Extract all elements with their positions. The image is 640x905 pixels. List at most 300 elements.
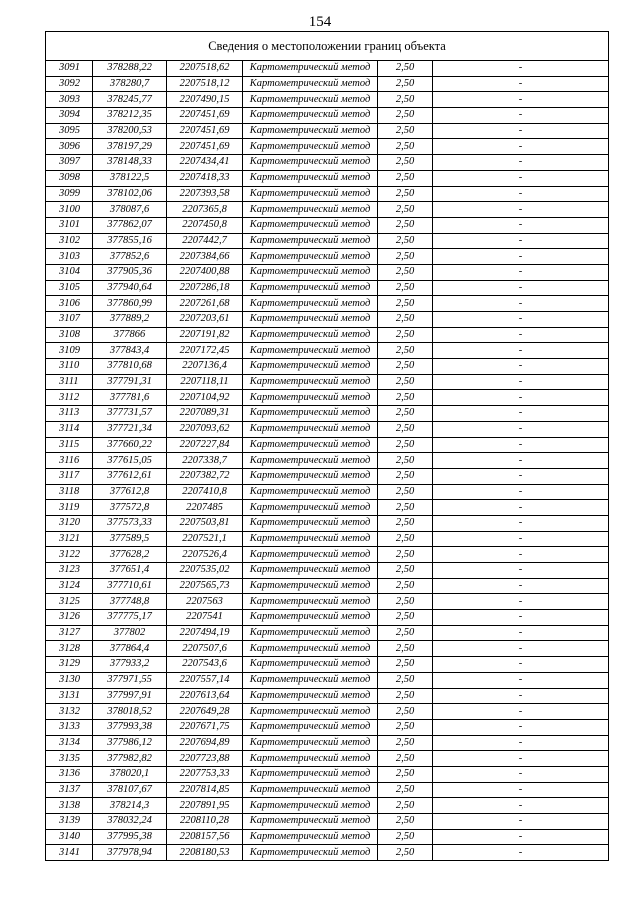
error-cell: 2,50 — [378, 76, 433, 92]
y-coordinate-cell: 2207490,15 — [167, 92, 243, 108]
note-cell: - — [433, 798, 609, 814]
x-coordinate-cell: 377781,6 — [93, 390, 167, 406]
method-cell: Картометрический метод — [243, 359, 378, 375]
y-coordinate-cell: 2207410,8 — [167, 484, 243, 500]
note-cell: - — [433, 672, 609, 688]
note-cell: - — [433, 233, 609, 249]
y-coordinate-cell: 2207753,33 — [167, 766, 243, 782]
table-row — [46, 782, 609, 798]
y-coordinate-cell: 2207400,88 — [167, 264, 243, 280]
table-row — [46, 217, 609, 233]
error-cell: 2,50 — [378, 563, 433, 579]
point-number-cell: 3108 — [46, 327, 93, 343]
note-cell: - — [433, 688, 609, 704]
note-cell: - — [433, 139, 609, 155]
x-coordinate-cell: 377855,16 — [93, 233, 167, 249]
x-coordinate-cell: 377889,2 — [93, 312, 167, 328]
method-cell: Картометрический метод — [243, 484, 378, 500]
note-cell: - — [433, 249, 609, 265]
y-coordinate-cell: 2207442,7 — [167, 233, 243, 249]
method-cell: Картометрический метод — [243, 280, 378, 296]
table-row — [46, 484, 609, 500]
error-cell: 2,50 — [378, 61, 433, 77]
note-cell: - — [433, 704, 609, 720]
table-row — [46, 139, 609, 155]
y-coordinate-cell: 2207393,58 — [167, 186, 243, 202]
method-cell: Картометрический метод — [243, 751, 378, 767]
point-number-cell: 3129 — [46, 657, 93, 673]
note-cell: - — [433, 343, 609, 359]
y-coordinate-cell: 2207093,62 — [167, 421, 243, 437]
note-cell: - — [433, 829, 609, 845]
x-coordinate-cell: 377791,31 — [93, 374, 167, 390]
table-row — [46, 814, 609, 830]
method-cell: Картометрический метод — [243, 108, 378, 124]
point-number-cell: 3133 — [46, 719, 93, 735]
method-cell: Картометрический метод — [243, 390, 378, 406]
method-cell: Картометрический метод — [243, 233, 378, 249]
y-coordinate-cell: 2207286,18 — [167, 280, 243, 296]
point-number-cell: 3100 — [46, 202, 93, 218]
y-coordinate-cell: 2207365,8 — [167, 202, 243, 218]
method-cell: Картометрический метод — [243, 547, 378, 563]
point-number-cell: 3121 — [46, 531, 93, 547]
method-cell: Картометрический метод — [243, 406, 378, 422]
x-coordinate-cell: 378212,35 — [93, 108, 167, 124]
note-cell: - — [433, 92, 609, 108]
y-coordinate-cell: 2207526,4 — [167, 547, 243, 563]
note-cell: - — [433, 563, 609, 579]
note-cell: - — [433, 264, 609, 280]
y-coordinate-cell: 2207434,41 — [167, 155, 243, 171]
table-row — [46, 641, 609, 657]
x-coordinate-cell: 378107,67 — [93, 782, 167, 798]
error-cell: 2,50 — [378, 155, 433, 171]
x-coordinate-cell: 377995,38 — [93, 829, 167, 845]
y-coordinate-cell: 2207723,88 — [167, 751, 243, 767]
point-number-cell: 3137 — [46, 782, 93, 798]
point-number-cell: 3094 — [46, 108, 93, 124]
method-cell: Картометрический метод — [243, 782, 378, 798]
table-row — [46, 202, 609, 218]
table-row — [46, 155, 609, 171]
note-cell: - — [433, 610, 609, 626]
table-row — [46, 108, 609, 124]
table-row — [46, 453, 609, 469]
point-number-cell: 3135 — [46, 751, 93, 767]
error-cell: 2,50 — [378, 829, 433, 845]
method-cell: Картометрический метод — [243, 641, 378, 657]
y-coordinate-cell: 2207450,8 — [167, 217, 243, 233]
table-row — [46, 92, 609, 108]
table-row — [46, 751, 609, 767]
point-number-cell: 3098 — [46, 170, 93, 186]
point-number-cell: 3115 — [46, 437, 93, 453]
table-row — [46, 437, 609, 453]
error-cell: 2,50 — [378, 845, 433, 861]
y-coordinate-cell: 2207382,72 — [167, 468, 243, 484]
note-cell: - — [433, 657, 609, 673]
point-number-cell: 3136 — [46, 766, 93, 782]
x-coordinate-cell: 377612,61 — [93, 468, 167, 484]
x-coordinate-cell: 377905,36 — [93, 264, 167, 280]
point-number-cell: 3118 — [46, 484, 93, 500]
note-cell: - — [433, 170, 609, 186]
x-coordinate-cell: 378197,29 — [93, 139, 167, 155]
point-number-cell: 3113 — [46, 406, 93, 422]
x-coordinate-cell: 377860,99 — [93, 296, 167, 312]
y-coordinate-cell: 2207563 — [167, 594, 243, 610]
note-cell: - — [433, 625, 609, 641]
error-cell: 2,50 — [378, 798, 433, 814]
x-coordinate-cell: 377710,61 — [93, 578, 167, 594]
y-coordinate-cell: 2207541 — [167, 610, 243, 626]
method-cell: Картометрический метод — [243, 594, 378, 610]
point-number-cell: 3124 — [46, 578, 93, 594]
error-cell: 2,50 — [378, 390, 433, 406]
y-coordinate-cell: 2207451,69 — [167, 123, 243, 139]
y-coordinate-cell: 2207613,64 — [167, 688, 243, 704]
note-cell: - — [433, 766, 609, 782]
x-coordinate-cell: 378214,3 — [93, 798, 167, 814]
error-cell: 2,50 — [378, 719, 433, 735]
method-cell: Картометрический метод — [243, 845, 378, 861]
x-coordinate-cell: 378020,1 — [93, 766, 167, 782]
x-coordinate-cell: 377978,94 — [93, 845, 167, 861]
point-number-cell: 3110 — [46, 359, 93, 375]
note-cell: - — [433, 155, 609, 171]
method-cell: Картометрический метод — [243, 563, 378, 579]
method-cell: Картометрический метод — [243, 217, 378, 233]
note-cell: - — [433, 421, 609, 437]
table-row — [46, 515, 609, 531]
y-coordinate-cell: 2207503,81 — [167, 515, 243, 531]
method-cell: Картометрический метод — [243, 829, 378, 845]
table-row — [46, 672, 609, 688]
x-coordinate-cell: 377843,4 — [93, 343, 167, 359]
table-row — [46, 657, 609, 673]
x-coordinate-cell: 378087,6 — [93, 202, 167, 218]
error-cell: 2,50 — [378, 672, 433, 688]
note-cell: - — [433, 719, 609, 735]
error-cell: 2,50 — [378, 735, 433, 751]
x-coordinate-cell: 377748,8 — [93, 594, 167, 610]
error-cell: 2,50 — [378, 327, 433, 343]
y-coordinate-cell: 2207089,31 — [167, 406, 243, 422]
method-cell: Картометрический метод — [243, 374, 378, 390]
point-number-cell: 3112 — [46, 390, 93, 406]
y-coordinate-cell: 2207104,92 — [167, 390, 243, 406]
y-coordinate-cell: 2207118,11 — [167, 374, 243, 390]
x-coordinate-cell: 378148,33 — [93, 155, 167, 171]
table-row — [46, 578, 609, 594]
note-cell: - — [433, 437, 609, 453]
y-coordinate-cell: 2207451,69 — [167, 108, 243, 124]
note-cell: - — [433, 453, 609, 469]
table-row — [46, 390, 609, 406]
x-coordinate-cell: 377862,07 — [93, 217, 167, 233]
note-cell: - — [433, 327, 609, 343]
note-cell: - — [433, 845, 609, 861]
table-row — [46, 845, 609, 861]
table-row — [46, 374, 609, 390]
x-coordinate-cell: 377572,8 — [93, 500, 167, 516]
error-cell: 2,50 — [378, 359, 433, 375]
table-row — [46, 186, 609, 202]
table-row — [46, 735, 609, 751]
note-cell: - — [433, 406, 609, 422]
method-cell: Картометрический метод — [243, 704, 378, 720]
point-number-cell: 3096 — [46, 139, 93, 155]
error-cell: 2,50 — [378, 657, 433, 673]
method-cell: Картометрический метод — [243, 249, 378, 265]
error-cell: 2,50 — [378, 437, 433, 453]
error-cell: 2,50 — [378, 92, 433, 108]
y-coordinate-cell: 2207521,1 — [167, 531, 243, 547]
method-cell: Картометрический метод — [243, 92, 378, 108]
y-coordinate-cell: 2207543,6 — [167, 657, 243, 673]
x-coordinate-cell: 377864,4 — [93, 641, 167, 657]
table-row — [46, 421, 609, 437]
method-cell: Картометрический метод — [243, 61, 378, 77]
point-number-cell: 3117 — [46, 468, 93, 484]
x-coordinate-cell: 377810,68 — [93, 359, 167, 375]
y-coordinate-cell: 2207891,95 — [167, 798, 243, 814]
note-cell: - — [433, 202, 609, 218]
error-cell: 2,50 — [378, 814, 433, 830]
table-row — [46, 547, 609, 563]
point-number-cell: 3109 — [46, 343, 93, 359]
x-coordinate-cell: 377721,34 — [93, 421, 167, 437]
table-row — [46, 359, 609, 375]
error-cell: 2,50 — [378, 782, 433, 798]
method-cell: Картометрический метод — [243, 688, 378, 704]
error-cell: 2,50 — [378, 421, 433, 437]
y-coordinate-cell: 2207261,68 — [167, 296, 243, 312]
error-cell: 2,50 — [378, 139, 433, 155]
point-number-cell: 3092 — [46, 76, 93, 92]
note-cell: - — [433, 531, 609, 547]
point-number-cell: 3122 — [46, 547, 93, 563]
note-cell: - — [433, 515, 609, 531]
x-coordinate-cell: 378280,7 — [93, 76, 167, 92]
method-cell: Картометрический метод — [243, 672, 378, 688]
y-coordinate-cell: 2207694,89 — [167, 735, 243, 751]
method-cell: Картометрический метод — [243, 139, 378, 155]
y-coordinate-cell: 2207203,61 — [167, 312, 243, 328]
x-coordinate-cell: 377612,8 — [93, 484, 167, 500]
method-cell: Картометрический метод — [243, 437, 378, 453]
x-coordinate-cell: 378018,52 — [93, 704, 167, 720]
method-cell: Картометрический метод — [243, 453, 378, 469]
point-number-cell: 3103 — [46, 249, 93, 265]
point-number-cell: 3099 — [46, 186, 93, 202]
point-number-cell: 3123 — [46, 563, 93, 579]
y-coordinate-cell: 2207649,28 — [167, 704, 243, 720]
x-coordinate-cell: 377986,12 — [93, 735, 167, 751]
y-coordinate-cell: 2207485 — [167, 500, 243, 516]
note-cell: - — [433, 217, 609, 233]
x-coordinate-cell: 378200,53 — [93, 123, 167, 139]
y-coordinate-cell: 2207418,33 — [167, 170, 243, 186]
point-number-cell: 3130 — [46, 672, 93, 688]
y-coordinate-cell: 2208110,28 — [167, 814, 243, 830]
y-coordinate-cell: 2207494,19 — [167, 625, 243, 641]
y-coordinate-cell: 2207384,66 — [167, 249, 243, 265]
table-row — [46, 531, 609, 547]
error-cell: 2,50 — [378, 123, 433, 139]
point-number-cell: 3134 — [46, 735, 93, 751]
x-coordinate-cell: 378102,06 — [93, 186, 167, 202]
y-coordinate-cell: 2207814,85 — [167, 782, 243, 798]
point-number-cell: 3126 — [46, 610, 93, 626]
error-cell: 2,50 — [378, 312, 433, 328]
note-cell: - — [433, 814, 609, 830]
y-coordinate-cell: 2207518,12 — [167, 76, 243, 92]
method-cell: Картометрический метод — [243, 657, 378, 673]
method-cell: Картометрический метод — [243, 123, 378, 139]
table-row — [46, 76, 609, 92]
y-coordinate-cell: 2207338,7 — [167, 453, 243, 469]
error-cell: 2,50 — [378, 704, 433, 720]
note-cell: - — [433, 594, 609, 610]
point-number-cell: 3093 — [46, 92, 93, 108]
error-cell: 2,50 — [378, 249, 433, 265]
method-cell: Картометрический метод — [243, 312, 378, 328]
method-cell: Картометрический метод — [243, 610, 378, 626]
method-cell: Картометрический метод — [243, 814, 378, 830]
method-cell: Картометрический метод — [243, 421, 378, 437]
method-cell: Картометрический метод — [243, 625, 378, 641]
note-cell: - — [433, 76, 609, 92]
error-cell: 2,50 — [378, 202, 433, 218]
y-coordinate-cell: 2207518,62 — [167, 61, 243, 77]
y-coordinate-cell: 2207557,14 — [167, 672, 243, 688]
x-coordinate-cell: 377866 — [93, 327, 167, 343]
table-row — [46, 280, 609, 296]
error-cell: 2,50 — [378, 594, 433, 610]
error-cell: 2,50 — [378, 625, 433, 641]
table-row — [46, 61, 609, 77]
table-row — [46, 719, 609, 735]
note-cell: - — [433, 374, 609, 390]
point-number-cell: 3131 — [46, 688, 93, 704]
table-body — [46, 61, 609, 861]
note-cell: - — [433, 484, 609, 500]
table-row — [46, 688, 609, 704]
x-coordinate-cell: 377993,38 — [93, 719, 167, 735]
method-cell: Картометрический метод — [243, 155, 378, 171]
error-cell: 2,50 — [378, 453, 433, 469]
point-number-cell: 3111 — [46, 374, 93, 390]
point-number-cell: 3138 — [46, 798, 93, 814]
x-coordinate-cell: 377628,2 — [93, 547, 167, 563]
method-cell: Картометрический метод — [243, 766, 378, 782]
method-cell: Картометрический метод — [243, 343, 378, 359]
method-cell: Картометрический метод — [243, 202, 378, 218]
x-coordinate-cell: 377933,2 — [93, 657, 167, 673]
method-cell: Картометрический метод — [243, 76, 378, 92]
table-row — [46, 123, 609, 139]
y-coordinate-cell: 2207227,84 — [167, 437, 243, 453]
point-number-cell: 3141 — [46, 845, 93, 861]
error-cell: 2,50 — [378, 233, 433, 249]
x-coordinate-cell: 377852,6 — [93, 249, 167, 265]
table-row — [46, 264, 609, 280]
error-cell: 2,50 — [378, 468, 433, 484]
x-coordinate-cell: 377775,17 — [93, 610, 167, 626]
x-coordinate-cell: 378245,77 — [93, 92, 167, 108]
y-coordinate-cell: 2207191,82 — [167, 327, 243, 343]
error-cell: 2,50 — [378, 515, 433, 531]
method-cell: Картометрический метод — [243, 798, 378, 814]
error-cell: 2,50 — [378, 641, 433, 657]
method-cell: Картометрический метод — [243, 578, 378, 594]
error-cell: 2,50 — [378, 108, 433, 124]
note-cell: - — [433, 312, 609, 328]
y-coordinate-cell: 2207671,75 — [167, 719, 243, 735]
x-coordinate-cell: 377971,55 — [93, 672, 167, 688]
x-coordinate-cell: 378288,22 — [93, 61, 167, 77]
error-cell: 2,50 — [378, 500, 433, 516]
table-row — [46, 829, 609, 845]
method-cell: Картометрический метод — [243, 515, 378, 531]
page-number: 154 — [308, 14, 332, 30]
x-coordinate-cell: 377615,05 — [93, 453, 167, 469]
method-cell: Картометрический метод — [243, 264, 378, 280]
error-cell: 2,50 — [378, 547, 433, 563]
error-cell: 2,50 — [378, 531, 433, 547]
note-cell: - — [433, 296, 609, 312]
error-cell: 2,50 — [378, 186, 433, 202]
table-row — [46, 610, 609, 626]
x-coordinate-cell: 377660,22 — [93, 437, 167, 453]
error-cell: 2,50 — [378, 688, 433, 704]
table-row — [46, 327, 609, 343]
table-row — [46, 296, 609, 312]
note-cell: - — [433, 468, 609, 484]
note-cell: - — [433, 108, 609, 124]
method-cell: Картометрический метод — [243, 735, 378, 751]
table-row — [46, 766, 609, 782]
error-cell: 2,50 — [378, 374, 433, 390]
point-number-cell: 3116 — [46, 453, 93, 469]
point-number-cell: 3119 — [46, 500, 93, 516]
table-row — [46, 312, 609, 328]
point-number-cell: 3095 — [46, 123, 93, 139]
point-number-cell: 3107 — [46, 312, 93, 328]
point-number-cell: 3140 — [46, 829, 93, 845]
point-number-cell: 3139 — [46, 814, 93, 830]
y-coordinate-cell: 2208157,56 — [167, 829, 243, 845]
note-cell: - — [433, 61, 609, 77]
point-number-cell: 3105 — [46, 280, 93, 296]
method-cell: Картометрический метод — [243, 296, 378, 312]
error-cell: 2,50 — [378, 578, 433, 594]
table-row — [46, 798, 609, 814]
table-row — [46, 704, 609, 720]
table-row — [46, 170, 609, 186]
table-row — [46, 406, 609, 422]
x-coordinate-cell: 377982,82 — [93, 751, 167, 767]
table-row — [46, 468, 609, 484]
point-number-cell: 3097 — [46, 155, 93, 171]
point-number-cell: 3101 — [46, 217, 93, 233]
error-cell: 2,50 — [378, 406, 433, 422]
error-cell: 2,50 — [378, 751, 433, 767]
y-coordinate-cell: 2207507,6 — [167, 641, 243, 657]
note-cell: - — [433, 547, 609, 563]
